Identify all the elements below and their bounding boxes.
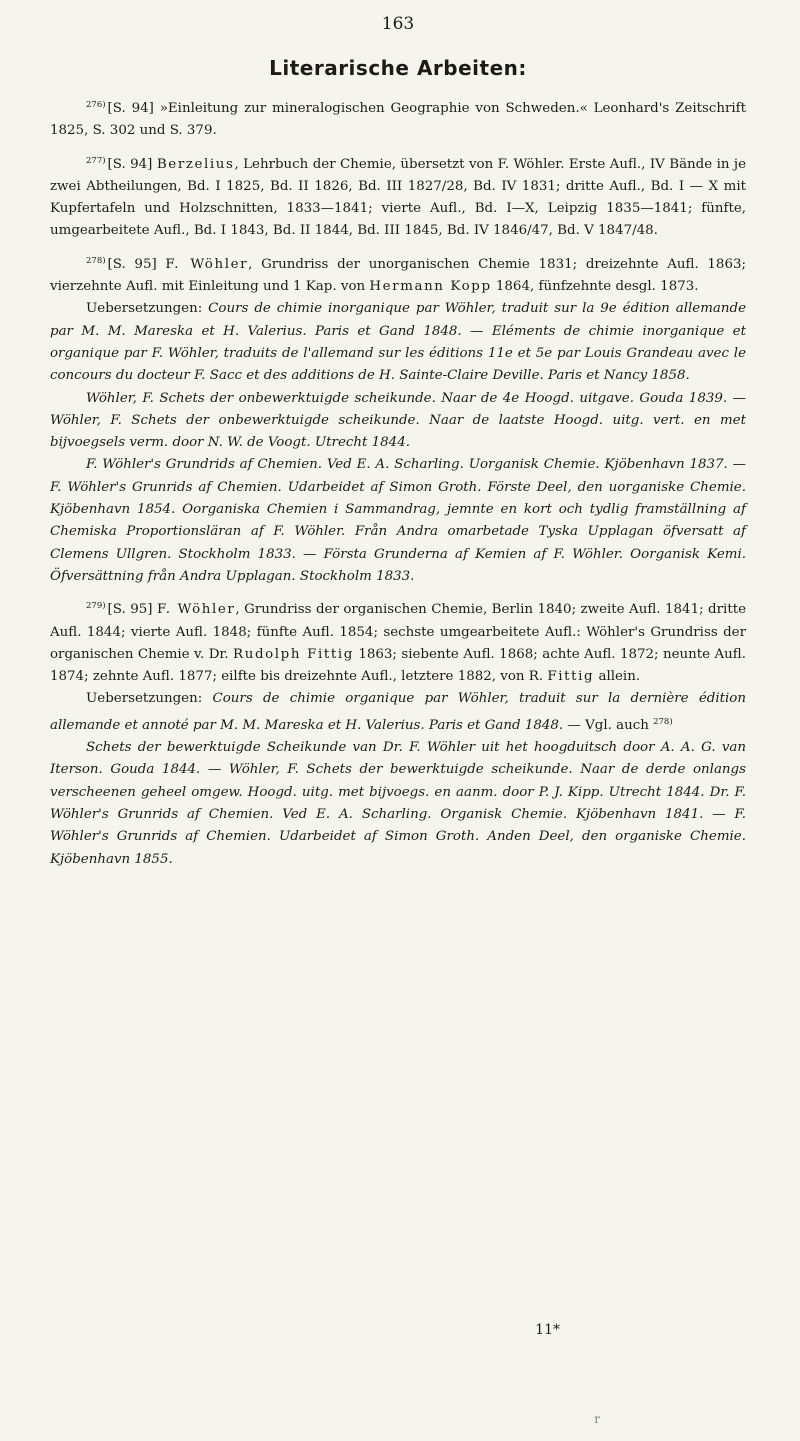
- author-name: Fittig: [547, 669, 595, 685]
- entry-text: allein.: [594, 669, 641, 685]
- footnote-276: [50, 94, 746, 143]
- translations-label: Uebersetzungen:: [86, 691, 213, 707]
- footnote-277: [50, 150, 746, 243]
- footnote-number: 278): [86, 255, 106, 266]
- page-ref: [S. 94]: [107, 156, 153, 172]
- page-ref: [S. 95]: [107, 256, 157, 272]
- page-ref: [S. 94]: [107, 101, 154, 116]
- cross-ref: — Vgl. auch: [563, 717, 654, 733]
- author-name: F. Wöhler: [165, 256, 249, 272]
- footnote-278: [50, 250, 746, 588]
- entry-text: »Einleitung zur mineralogischen Geographie von Schweden.« Leonhard's Zeitschrift 1825, S. 302 und S. 379.: [50, 101, 746, 139]
- footnote-number: 277): [86, 155, 106, 166]
- footnote-279: [50, 595, 746, 871]
- translation-french: Cours de chimie organique par Wöhler, traduit sur la dernière édition allemande et annoté par M. M. Mareska et H. Valerius. Paris et Gand 1848.: [50, 691, 746, 733]
- author-name: Rudolph Fittig: [233, 646, 354, 662]
- translation-french: Cours de chimie inorganique par Wöhler, traduit sur la 9e édition allemande par M. M. Mareska et H. Valerius. Paris et Gand 1848. — Eléments de chimie inorganique et organique par F. Wöhler, traduits de l'allemand sur les éditions 11e et 5e par Louis Grandeau avec le concours du docteur F. Sacc et des additions de H. Sainte-Claire Deville. Paris et Nancy 1858.: [50, 301, 747, 384]
- signature-mark: 11*: [535, 1322, 560, 1338]
- translations-label: Uebersetzungen:: [86, 301, 209, 317]
- section-heading: Literarische Arbeiten:: [269, 56, 527, 80]
- author-name: Hermann Kopp: [369, 279, 492, 295]
- footnote-number: 279): [86, 601, 106, 612]
- entry-text: , Grundriss der unorganischen Chemie 1831; dreizehnte Aufl. 1863; vierzehnte Aufl. mit Einleitung und 1 Kap. von: [50, 256, 746, 295]
- corner-mark: r: [594, 1412, 600, 1426]
- page-number: 163: [381, 14, 415, 34]
- translation-dutch: Wöhler, F. Schets der onbewerktuigde scheikunde. Naar de 4e Hoogd. uitgave. Gouda 1839. — Wöhler, F. Schets der onbewerktuigde scheikunde. Naar de laatste Hoogd. uitg. vert. en met bijvoegsels verm. door N. W. de Voogt. Utrecht 1844.: [50, 390, 746, 451]
- page-ref: [S. 95]: [107, 602, 153, 618]
- entry-text: , Grundriss der organischen Chemie, Berlin 1840; zweite Aufl. 1841; dritte Aufl. 1844; vierte Aufl. 1848; fünfte Aufl. 1854; sechste umgearbeitete Aufl.: Wöhler's Grundriss der organischen Chemie v. Dr.: [50, 602, 747, 662]
- entry-text: 1864, fünfzehnte desgl. 1873.: [491, 279, 699, 295]
- author-name: F. Wöhler: [156, 602, 236, 618]
- translation-scandinavian: F. Wöhler's Grundrids af Chemien. Ved E. A. Scharling. Uorganisk Chemie. Kjöbenhavn 1837. — F. Wöhler's Grunrids af Chemien. Udarbeidet af Simon Groth. Förste Deel, den uorganiske Chemie. Kjöbenhavn 1854. Oorganiska Chemien i Sammandrag, jemnte en kort och tydlig framställning af Chemiska Proportionsläran af F. Wöhler. Från Andra omarbetade Tyska Upplagan öfversatt af Clemens Ullgren. Stockholm 1833. — Första Grunderna af Kemien af F. Wöhler. Oorganisk Kemi. Öfversättning från Andra Upplagan. Stockholm 1833.: [50, 457, 746, 584]
- footnote-number: 276): [86, 100, 106, 110]
- translation-dutch-danish: Schets der bewerktuigde Scheikunde van Dr. F. Wöhler uit het hoogduitsch door A. A. G. van Iterson. Gouda 1844. — Wöhler, F. Schets der bewerktuigde scheikunde. Naar de derde onlangs verscheenen geheel omgew. Hoogd. uitg. met bijvoegs. en aanm. door P. J. Kipp. Utrecht 1844. Dr. F. Wöhler's Grunrids af Chemien. Ved E. A. Scharling. Organisk Chemie. Kjöbenhavn 1841. — F. Wöhler's Grunrids af Chemien. Udarbeidet af Simon Groth. Anden Deel, den organiske Chemie. Kjöbenhavn 1855.: [50, 740, 746, 867]
- entry-text: , Lehrbuch der Chemie, übersetzt von F. Wöhler. Erste Aufl., IV Bände in je zwei Abtheilungen, Bd. I 1825, Bd. II 1826, Bd. III 1827/28, Bd. IV 1831; dritte Aufl., Bd. I — X mit Kupfertafeln und Holzschnitten, 1833—1841; vierte Aufl., Bd. I—X, Leipzig 1835—1841; fünfte, umgearbeitete Aufl., Bd. I 1843, Bd. II 1844, Bd. III 1845, Bd. IV 1846/47, Bd. V 1847/48.: [50, 156, 746, 239]
- author-name: Berzelius: [156, 156, 235, 172]
- cross-ref-footnote: 278): [653, 716, 673, 727]
- entry-text: 1863; siebente Aufl. 1868; achte Aufl. 1872; neunte Aufl. 1874; zehnte Aufl. 1877; eilfte bis dreizehnte Aufl., letztere 1882, von R.: [50, 646, 746, 685]
